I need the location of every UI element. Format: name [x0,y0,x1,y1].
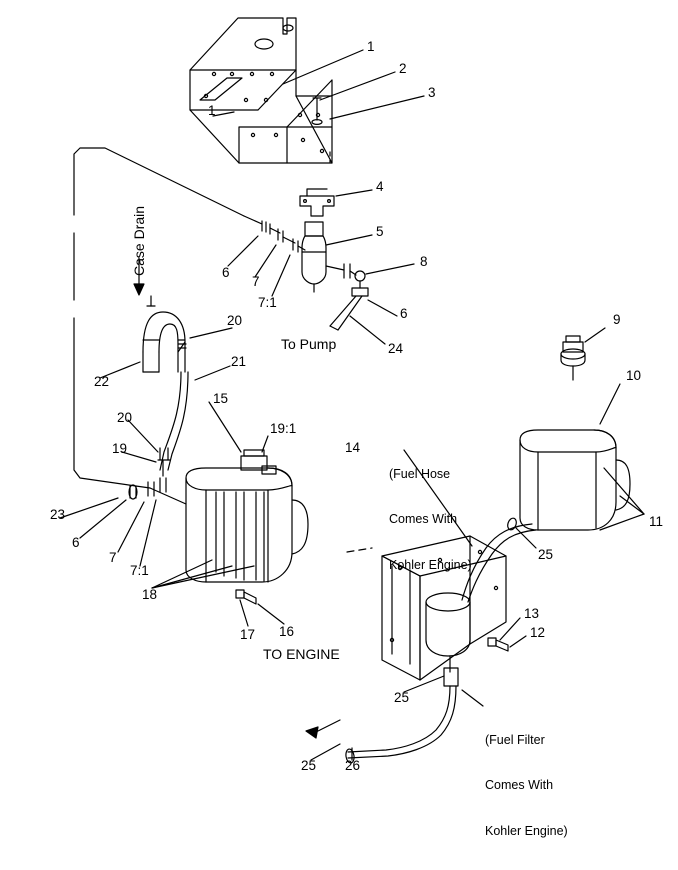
callout-20-lower: 20 [117,410,133,425]
fuel-filter-note [485,702,568,870]
callout-22: 22 [94,374,110,389]
callout-4: 4 [376,179,384,194]
fuel-filter-note-line-3: Kohler Engine) [485,824,568,838]
callout-20-upper: 20 [227,313,243,328]
callout-2: 2 [399,61,407,76]
to-pump-label: To Pump [281,336,337,352]
callout-21: 21 [231,354,247,369]
callout-5: 5 [376,224,384,239]
callout-25-engine: 25 [301,758,317,773]
fuel-hose-note-line-3: Kohler Engine) [389,558,472,572]
callout-24: 24 [388,341,404,356]
fuel-filter-note-line-1: (Fuel Filter [485,732,545,747]
fuel-hose-note-line-2: Comes With [389,512,458,527]
callout-7-upper: 7 [252,274,260,289]
callout-9: 9 [613,312,621,327]
callout-11: 11 [649,514,664,529]
case-drain-label: Case Drain [131,205,147,276]
callout-7-lower: 7 [109,550,117,565]
fuel-filter-note-line-2: Comes With [485,778,554,793]
callout-16: 16 [279,624,295,639]
callout-12: 12 [530,625,546,640]
callout-6-lower: 6 [72,535,80,550]
callout-18: 18 [142,587,158,602]
callout-6-upper: 6 [222,265,230,280]
callout-15: 15 [213,391,229,406]
callout-19: 19 [112,441,128,456]
callout-7-1-lower: 7:1 [130,563,149,578]
callout-8: 8 [420,254,428,269]
callout-26: 26 [345,758,361,773]
callout-17: 17 [240,627,256,642]
callout-13: 13 [524,606,540,621]
callout-3: 3 [428,85,436,100]
callout-6-pump: 6 [400,306,408,321]
fuel-hose-note-line-1: (Fuel Hose [389,466,451,481]
callout-7-1-upper: 7:1 [258,295,277,310]
to-engine-label: TO ENGINE [263,646,340,662]
callout-25-hose: 25 [538,547,554,562]
callout-10: 10 [626,368,642,383]
callout-1-top: 1 [367,39,375,54]
callout-25-filter: 25 [394,690,410,705]
callout-1-deck: 1 [208,103,216,118]
fuel-hose-note [389,436,472,604]
callout-23: 23 [50,507,66,522]
callout-14: 14 [345,440,361,455]
callout-19-1: 19:1 [270,421,297,436]
